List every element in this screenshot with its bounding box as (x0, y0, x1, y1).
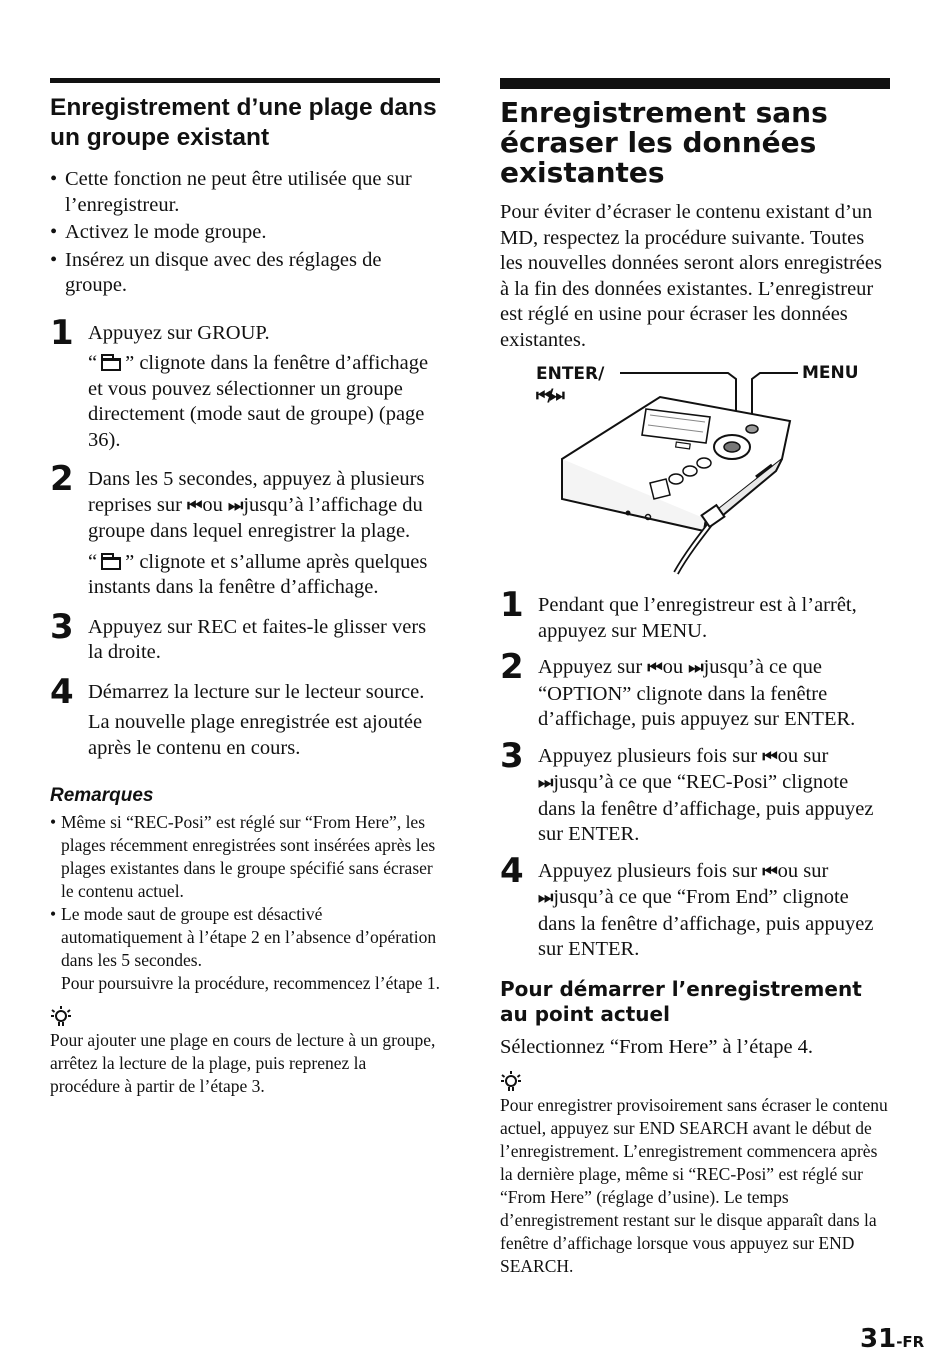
page-language-suffix: -FR (896, 1333, 925, 1351)
step-note: “ ” clignote dans la fenêtre d’affichage et vous pouvez sélectionner un groupe directement (mode saut de groupe) (page 36). (88, 352, 429, 451)
step-number: 3 (500, 735, 524, 776)
step-2 (500, 647, 890, 733)
section-heading: Enregistrement d’une plage dans un groupe existant (50, 94, 437, 151)
step-text: Appuyez sur GROUP. (88, 321, 270, 344)
subsection-heading: Pour démarrer l’enregistrement au point actuel (500, 976, 862, 1026)
recorder-drawing (500, 359, 890, 579)
group-folder-icon (101, 557, 121, 570)
figure-label-menu: MENU (802, 363, 859, 383)
step-number: 4 (50, 671, 74, 712)
next-track-icon: ⏭ (538, 773, 550, 793)
step-1 (500, 585, 890, 644)
lightbulb-tip-icon (50, 1005, 72, 1029)
step-number: 1 (500, 585, 524, 625)
list-item: • Activez le mode groupe. (50, 220, 440, 246)
step-text: Appuyez plusieurs fois sur ⏮ ou sur ⏭ jusqu’à ce que “From End” clignote dans la fenêtre d’affichage, puis appuyez sur ENTER. (538, 859, 874, 960)
step-2 (50, 459, 440, 601)
list-item: • Insérez un disque avec des réglages de groupe. (50, 248, 440, 299)
lightbulb-tip-icon (500, 1070, 522, 1094)
step-text: Appuyez plusieurs fois sur ⏮ ou sur ⏭ jusqu’à ce que “REC-Posi” clignote dans la fenêtre d’affichage, puis appuyez sur ENTER. (538, 744, 874, 845)
step-4 (50, 671, 440, 762)
step-text: Dans les 5 secondes, appuyez à plusieurs reprises sur ⏮ ou ⏭ jusqu’à l’affichage du groupe dans lequel enregistrer la plage. (88, 468, 425, 542)
section-rule (50, 78, 440, 83)
previous-track-icon: ⏮ (187, 495, 199, 516)
step-number: 3 (50, 606, 74, 647)
previous-track-icon: ⏮ (762, 746, 774, 767)
step-number: 2 (500, 647, 524, 687)
subsection-text: Sélectionnez “From Here” à l’étape 4. (500, 1035, 814, 1058)
step-number: 1 (50, 312, 74, 353)
remarks-list (50, 811, 440, 972)
remark-continuation: Pour poursuivre la procédure, recommencez l’étape 1. (61, 973, 441, 993)
list-item: • Le mode saut de groupe est désactivé automatiquement à l’étape 2 en l’absence d’opération dans les 5 secondes. (50, 903, 440, 972)
intro-text: Pour éviter d’écraser le contenu existant d’un MD, respectez la procédure suivante. Toutes les nouvelles données seront alors enregistrées à la fin des données existantes. L’enregistreur est réglé en usine pour écraser les données existantes. (500, 201, 882, 351)
next-track-icon: ⏭ (538, 888, 550, 908)
step-text: Pendant que l’enregistreur est à l’arrêt, appuyez sur MENU. (538, 594, 857, 642)
recorder-figure (500, 359, 890, 579)
step-4 (500, 850, 890, 963)
section-heading: Enregistrement sans écraser les données existantes (500, 96, 828, 189)
step-3 (500, 735, 890, 848)
previous-track-icon: ⏮ (647, 658, 659, 678)
list-item: • Même si “REC-Posi” est réglé sur “From Here”, les plages récemment enregistrées sont insérées après les plages existantes dans le groupe spécifié sans écraser le contenu actuel. (50, 811, 440, 903)
step-text: Appuyez sur REC et faites-le glisser vers la droite. (88, 615, 427, 663)
tip-text: Pour ajouter une plage en cours de lecture à un groupe, arrêtez la lecture de la plage, puis reprenez la procédure à partir de l’étape 3. (50, 1030, 436, 1096)
list-item: • Cette fonction ne peut être utilisée que sur l’enregistreur. (50, 167, 440, 218)
group-folder-icon (101, 358, 121, 371)
step-note: La nouvelle plage enregistrée est ajoutée après le contenu en cours. (88, 711, 423, 759)
step-3 (50, 606, 440, 666)
step-number: 4 (500, 850, 524, 891)
step-1 (50, 312, 440, 454)
right-column (500, 78, 890, 1278)
step-note: “ ” clignote et s’allume après quelques instants dans la fenêtre d’affichage. (88, 550, 428, 598)
next-track-icon: ⏭ (688, 658, 700, 678)
previous-track-icon: ⏮ (762, 861, 774, 882)
left-column (50, 78, 440, 1098)
page-number: 31-FR (860, 1324, 925, 1354)
step-text: Appuyez sur ⏮ ou ⏭ jusqu’à ce que “OPTION” clignote dans la fenêtre d’affichage, puis appuyez sur ENTER. (538, 656, 856, 730)
prerequisites-list (50, 167, 440, 299)
figure-label-enter: ENTER/ ⏮/⏭ (536, 364, 605, 406)
remarks-title: Remarques (50, 785, 154, 806)
step-text: Démarrez la lecture sur le lecteur source. (88, 680, 425, 703)
tip-text: Pour enregistrer provisoirement sans écraser le contenu actuel, appuyez sur END SEARCH avant le début de l’enregistrement. L’enregistrement commencera après la dernière plage, même si “REC-Posi” est réglé sur “From Here” (réglage d’usine). Le temps d’enregistrement restant sur le disque apparaît dans la fenêtre d’affichage lorsque vous appuyez sur END SEARCH. (500, 1095, 888, 1276)
section-rule (500, 78, 890, 89)
next-track-icon: ⏭ (228, 495, 240, 516)
step-number: 2 (50, 459, 74, 499)
previous-next-icon: ⏮/⏭ (536, 386, 561, 406)
